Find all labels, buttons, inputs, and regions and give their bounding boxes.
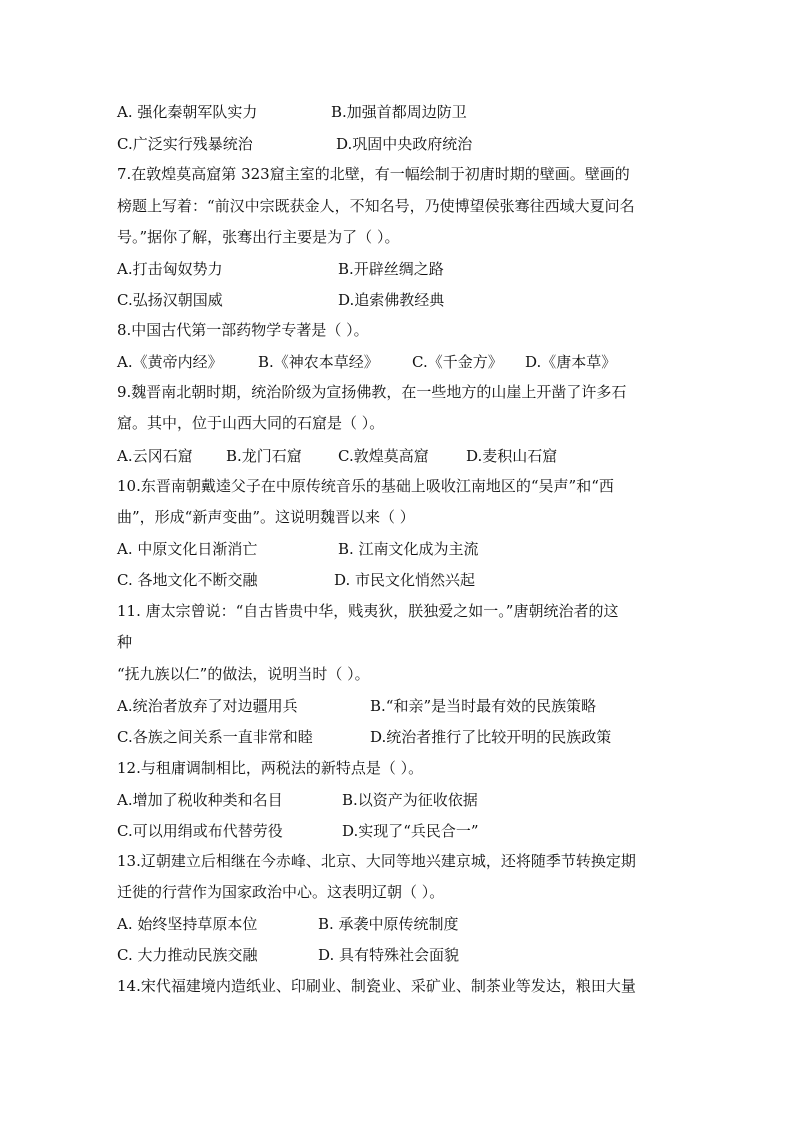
- q7-option-d: D.追索佛教经典: [338, 291, 445, 309]
- q13-stem-line-1: 13.辽朝建立后相继在今赤峰、北京、大同等地兴建京城，还将随季节转换定期: [117, 852, 636, 870]
- q14-stem-line-1: 14.宋代福建境内造纸业、印刷业、制瓷业、采矿业、制茶业等发达，粮田大量: [117, 977, 636, 995]
- q11-option-c: C.各族之间关系一直非常和睦: [117, 728, 313, 746]
- q11-stem-line-1: 11. 唐太宗曾说：“自古皆贵中华，贱夷狄，朕独爱之如一。”唐朝统治者的这: [117, 602, 619, 620]
- q6-option-c: C.广泛实行残暴统治: [117, 135, 253, 153]
- q10-option-d: D. 市民文化悄然兴起: [334, 571, 476, 589]
- q10-stem-line-1: 10.东晋南朝戴逵父子在中原传统音乐的基础上吸收江南地区的“吴声”和“西: [117, 477, 614, 495]
- q8-stem: 8.中国古代第一部药物学专著是（ ）。: [117, 321, 369, 339]
- q9-stem-line-1: 9.魏晋南北朝时期，统治阶级为宣扬佛教，在一些地方的山崖上开凿了许多石: [117, 383, 627, 401]
- q7-option-a: A.打击匈奴势力: [117, 260, 223, 278]
- q6-option-a: A. 强化秦朝军队实力: [117, 103, 258, 121]
- q8-option-c: C.《千金方》: [412, 353, 503, 371]
- q9-option-c: C.敦煌莫高窟: [338, 447, 429, 465]
- q10-option-a: A. 中原文化日渐消亡: [117, 540, 258, 558]
- q12-option-d: D.实现了“兵民合一”: [342, 822, 479, 840]
- q6-option-d: D.巩固中央政府统治: [336, 135, 473, 153]
- q7-stem-line-3: 号。”据你了解，张骞出行主要是为了（ ）。: [117, 228, 400, 246]
- q13-option-c: C. 大力推动民族交融: [117, 946, 258, 964]
- q13-option-d: D. 具有特殊社会面貌: [318, 946, 460, 964]
- q6-option-b: B.加强首都周边防卫: [331, 103, 467, 121]
- q10-option-b: B. 江南文化成为主流: [338, 540, 479, 558]
- q9-option-a: A.云冈石窟: [117, 447, 193, 465]
- q8-option-d: D.《唐本草》: [525, 353, 617, 371]
- q9-option-d: D.麦积山石窟: [466, 447, 558, 465]
- q13-option-a: A. 始终坚持草原本位: [117, 915, 258, 933]
- q12-option-b: B.以资产为征收依据: [342, 791, 478, 809]
- q8-option-a: A.《黄帝内经》: [117, 353, 223, 371]
- q11-option-b: B.“和亲”是当时最有效的民族策略: [370, 697, 597, 715]
- q10-option-c: C. 各地文化不断交融: [117, 571, 258, 589]
- q7-stem-line-2: 榜题上写着：“前汉中宗既获金人，不知名号，乃使博望侯张骞往西域大夏问名: [117, 197, 635, 215]
- q12-option-c: C.可以用绢或布代替劳役: [117, 822, 283, 840]
- q11-stem-line-2: 种: [117, 633, 133, 651]
- q8-option-b: B.《神农本草经》: [258, 353, 379, 371]
- q7-option-b: B.开辟丝绸之路: [338, 260, 444, 278]
- q7-option-c: C.弘扬汉朝国威: [117, 291, 223, 309]
- q12-option-a: A.增加了税收种类和名目: [117, 791, 283, 809]
- q9-stem-line-2: 窟。其中，位于山西大同的石窟是（ ）。: [117, 414, 385, 432]
- q12-stem: 12.与租庸调制相比，两税法的新特点是（ ）。: [117, 759, 424, 777]
- q11-option-a: A.统治者放弃了对边疆用兵: [117, 697, 298, 715]
- q7-stem-line-1: 7.在敦煌莫高窟第 323窟主室的北壁，有一幅绘制于初唐时期的壁画。壁画的: [117, 165, 630, 183]
- q9-option-b: B.龙门石窟: [226, 447, 302, 465]
- q13-option-b: B. 承袭中原传统制度: [318, 915, 459, 933]
- q11-stem-line-3: “抚九族以仁”的做法，说明当时（ ）。: [117, 665, 370, 683]
- q10-stem-line-2: 曲”，形成“新声变曲”。这说明魏晋以来（ ）: [117, 508, 415, 526]
- q13-stem-line-2: 迁徙的行营作为国家政治中心。这表明辽朝（ ）。: [117, 883, 445, 901]
- q11-option-d: D.统治者推行了比较开明的民族政策: [370, 728, 612, 746]
